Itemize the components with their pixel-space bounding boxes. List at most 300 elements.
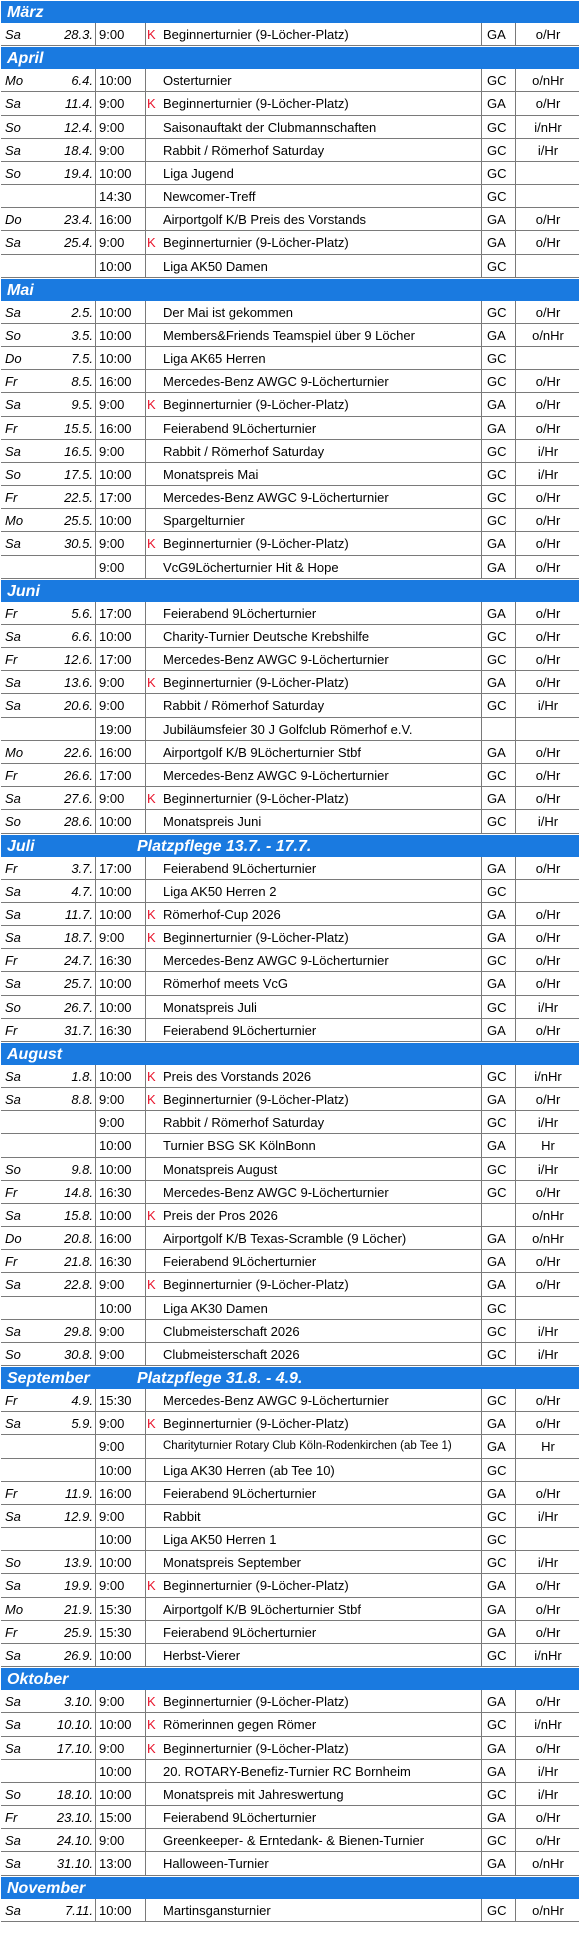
- event-time: 16:00: [99, 1485, 132, 1501]
- column-divider: [515, 139, 516, 161]
- event-club: GC: [487, 258, 507, 274]
- event-title: Beginnerturnier (9-Löcher-Platz): [163, 235, 349, 251]
- event-row: [1, 1482, 579, 1505]
- event-type: i/Hr: [537, 1555, 559, 1571]
- event-time: 9:00: [99, 1092, 125, 1108]
- event-title: Beginnerturnier (9-Löcher-Platz): [163, 96, 349, 112]
- month-header: [1, 1042, 579, 1065]
- column-divider: [481, 810, 482, 832]
- column-divider: [145, 1598, 146, 1620]
- column-divider: [145, 1528, 146, 1550]
- event-time: 9:00: [99, 1694, 125, 1710]
- event-date: 13.6.: [64, 675, 93, 691]
- column-divider: [515, 1204, 516, 1226]
- column-divider: [145, 625, 146, 647]
- column-divider: [145, 671, 146, 693]
- event-weekday: Sa: [5, 675, 21, 691]
- event-date: 12.6.: [64, 652, 93, 668]
- event-weekday: Sa: [5, 1856, 21, 1872]
- event-date: 22.8.: [64, 1277, 93, 1293]
- event-time: 9:00: [99, 930, 125, 946]
- column-divider: [515, 486, 516, 508]
- column-divider: [481, 1227, 482, 1249]
- event-time: 9:00: [99, 698, 125, 714]
- event-club: GC: [487, 1902, 507, 1918]
- event-weekday: Sa: [5, 1508, 21, 1524]
- event-date: 26.7.: [64, 999, 93, 1015]
- event-date: 8.8.: [71, 1092, 93, 1108]
- event-date: 19.9.: [64, 1578, 93, 1594]
- category-marker: K: [147, 906, 156, 922]
- event-type: o/Hr: [535, 1694, 561, 1710]
- event-time: 17:00: [99, 490, 132, 506]
- column-divider: [95, 532, 96, 554]
- column-divider: [95, 787, 96, 809]
- column-divider: [481, 1065, 482, 1087]
- event-club: GA: [487, 976, 506, 992]
- event-row: [1, 1737, 579, 1760]
- event-time: 10:00: [99, 258, 132, 274]
- event-club: GC: [487, 374, 507, 390]
- event-club: GC: [487, 1508, 507, 1524]
- column-divider: [515, 417, 516, 439]
- column-divider: [515, 1505, 516, 1527]
- event-date: 11.9.: [65, 1485, 93, 1501]
- event-time: 9:00: [99, 235, 125, 251]
- event-title: Rabbit / Römerhof Saturday: [163, 443, 325, 459]
- event-title: Beginnerturnier (9-Löcher-Platz): [163, 791, 349, 807]
- column-divider: [515, 69, 516, 91]
- event-type: i/nHr: [534, 1068, 562, 1084]
- event-title: Feierabend 9Löcherturnier: [163, 1624, 317, 1640]
- event-type: i/Hr: [537, 142, 559, 158]
- event-time: 10:00: [99, 976, 132, 992]
- event-club: GC: [487, 490, 507, 506]
- event-weekday: Sa: [5, 397, 21, 413]
- column-divider: [481, 1644, 482, 1666]
- column-divider: [481, 1158, 482, 1180]
- event-title: Preis der Pros 2026: [163, 1207, 278, 1223]
- event-title: Beginnerturnier (9-Löcher-Platz): [163, 675, 349, 691]
- column-divider: [145, 1227, 146, 1249]
- event-time: 19:00: [99, 721, 132, 737]
- event-club: GA: [487, 1439, 506, 1455]
- event-weekday: Sa: [5, 906, 21, 922]
- event-weekday: Sa: [5, 443, 21, 459]
- column-divider: [515, 324, 516, 346]
- event-time: 10:00: [99, 304, 132, 320]
- column-divider: [515, 1899, 516, 1921]
- event-weekday: Sa: [5, 976, 21, 992]
- event-type: o/Hr: [535, 953, 561, 969]
- event-type: o/Hr: [535, 860, 561, 876]
- event-title: Beginnerturnier (9-Löcher-Platz): [163, 1578, 349, 1594]
- event-weekday: Sa: [5, 791, 21, 807]
- month-header: [1, 1876, 579, 1899]
- column-divider: [481, 1343, 482, 1365]
- event-club: GA: [487, 559, 506, 575]
- column-divider: [515, 718, 516, 740]
- event-type: o/Hr: [535, 536, 561, 552]
- event-type: i/Hr: [537, 698, 559, 714]
- column-divider: [145, 949, 146, 971]
- event-date: 22.6.: [64, 744, 93, 760]
- event-type: o/Hr: [535, 767, 561, 783]
- event-date: 18.7.: [64, 930, 93, 946]
- column-divider: [145, 1019, 146, 1041]
- column-divider: [515, 1343, 516, 1365]
- column-divider: [95, 880, 96, 902]
- event-row: [1, 162, 579, 185]
- column-divider: [95, 556, 96, 578]
- column-divider: [145, 417, 146, 439]
- event-row: [1, 1297, 579, 1320]
- column-divider: [145, 556, 146, 578]
- event-club: GA: [487, 1740, 506, 1756]
- column-divider: [145, 926, 146, 948]
- column-divider: [145, 972, 146, 994]
- column-divider: [145, 486, 146, 508]
- event-row: [1, 417, 579, 440]
- column-divider: [145, 255, 146, 277]
- column-divider: [145, 1505, 146, 1527]
- column-divider: [145, 1760, 146, 1782]
- column-divider: [481, 972, 482, 994]
- event-row: [1, 926, 579, 949]
- event-type: o/Hr: [535, 1810, 561, 1826]
- event-weekday: Mo: [5, 744, 24, 760]
- column-divider: [95, 116, 96, 138]
- column-divider: [95, 347, 96, 369]
- event-date: 26.6.: [64, 767, 93, 783]
- event-club: GA: [487, 1092, 506, 1108]
- event-title: Clubmeisterschaft 2026: [163, 1323, 300, 1339]
- column-divider: [145, 880, 146, 902]
- column-divider: [481, 208, 482, 230]
- column-divider: [515, 463, 516, 485]
- column-divider: [515, 949, 516, 971]
- column-divider: [481, 1273, 482, 1295]
- event-date: 25.4.: [64, 235, 93, 251]
- event-row: [1, 370, 579, 393]
- column-divider: [95, 1690, 96, 1712]
- column-divider: [145, 532, 146, 554]
- event-time: 10:00: [99, 1763, 132, 1779]
- column-divider: [481, 370, 482, 392]
- event-row: [1, 532, 579, 555]
- event-calendar: [1, 0, 579, 1922]
- month-header: [1, 834, 579, 857]
- column-divider: [95, 741, 96, 763]
- column-divider: [145, 1713, 146, 1735]
- event-club: GC: [487, 1833, 507, 1849]
- event-type: o/nHr: [532, 73, 564, 89]
- event-type: o/Hr: [535, 1254, 561, 1270]
- column-divider: [515, 1713, 516, 1735]
- category-marker: K: [147, 1207, 156, 1223]
- column-divider: [145, 1412, 146, 1434]
- event-type: i/nHr: [534, 1648, 562, 1663]
- column-divider: [145, 1621, 146, 1643]
- column-divider: [481, 857, 482, 879]
- event-time: 10:00: [99, 1138, 132, 1154]
- event-row: [1, 1273, 579, 1296]
- event-type: i/Hr: [537, 814, 559, 830]
- event-club: GC: [487, 1717, 507, 1733]
- event-title: Clubmeisterschaft 2026: [163, 1346, 300, 1362]
- event-type: o/Hr: [535, 212, 561, 228]
- event-type: i/Hr: [537, 1508, 559, 1524]
- event-date: 18.4.: [64, 142, 93, 158]
- event-club: GC: [487, 814, 507, 830]
- event-type: o/Hr: [535, 1092, 561, 1108]
- event-row: [1, 1227, 579, 1250]
- column-divider: [481, 625, 482, 647]
- column-divider: [95, 255, 96, 277]
- event-weekday: Fr: [5, 420, 18, 436]
- event-title: Feierabend 9Löcherturnier: [163, 1810, 317, 1826]
- event-title: Mercedes-Benz AWGC 9-Löcherturnier: [163, 652, 389, 668]
- event-row: [1, 671, 579, 694]
- event-row: [1, 324, 579, 347]
- column-divider: [95, 1551, 96, 1573]
- event-title: Charityturnier Rotary Club Köln-Rodenkirchen (ab Tee 1): [163, 1440, 452, 1453]
- event-title: Beginnerturnier (9-Löcher-Platz): [163, 1092, 349, 1108]
- event-title: Martinsgansturnier: [163, 1902, 271, 1918]
- event-time: 17:00: [99, 860, 132, 876]
- column-divider: [95, 1158, 96, 1180]
- event-club: GA: [487, 1578, 506, 1594]
- event-row: [1, 486, 579, 509]
- column-divider: [145, 1551, 146, 1573]
- event-title: Monatspreis August: [163, 1161, 278, 1177]
- column-divider: [95, 1644, 96, 1666]
- category-marker: K: [147, 235, 156, 251]
- event-club: GC: [487, 165, 507, 181]
- event-club: GA: [487, 1810, 506, 1826]
- event-club: GC: [487, 119, 507, 135]
- column-divider: [481, 255, 482, 277]
- column-divider: [481, 440, 482, 462]
- column-divider: [481, 1737, 482, 1759]
- event-time: 10:00: [99, 1532, 132, 1548]
- event-row: [1, 255, 579, 278]
- column-divider: [95, 486, 96, 508]
- column-divider: [515, 370, 516, 392]
- column-divider: [515, 1435, 516, 1457]
- event-title: Feierabend 9Löcherturnier: [163, 860, 317, 876]
- column-divider: [515, 1158, 516, 1180]
- column-divider: [95, 810, 96, 832]
- event-title: Beginnerturnier (9-Löcher-Platz): [163, 27, 349, 42]
- column-divider: [515, 903, 516, 925]
- category-marker: K: [147, 930, 156, 946]
- event-row: [1, 1459, 579, 1482]
- column-divider: [145, 1134, 146, 1156]
- column-divider: [515, 764, 516, 786]
- event-date: 4.9.: [71, 1393, 93, 1409]
- event-club: GC: [487, 652, 507, 668]
- event-type: o/nHr: [532, 1856, 564, 1872]
- event-row: [1, 1852, 579, 1875]
- event-time: 16:00: [99, 420, 132, 436]
- event-title: Mercedes-Benz AWGC 9-Löcherturnier: [163, 1184, 389, 1200]
- event-date: 6.6.: [71, 628, 93, 644]
- event-type: o/Hr: [535, 976, 561, 992]
- column-divider: [481, 1482, 482, 1504]
- column-divider: [145, 347, 146, 369]
- event-row: [1, 1181, 579, 1204]
- column-divider: [145, 1829, 146, 1851]
- event-time: 9:00: [99, 1833, 125, 1849]
- event-title: Liga AK30 Damen: [163, 1300, 268, 1316]
- column-divider: [515, 625, 516, 647]
- column-divider: [481, 1574, 482, 1596]
- event-date: 28.6.: [64, 814, 93, 830]
- event-club: GC: [487, 1393, 507, 1409]
- event-time: 9:00: [99, 397, 125, 413]
- event-club: GA: [487, 791, 506, 807]
- column-divider: [481, 1783, 482, 1805]
- column-divider: [515, 231, 516, 253]
- column-divider: [515, 1250, 516, 1272]
- column-divider: [515, 1760, 516, 1782]
- event-title: Liga AK50 Herren 2: [163, 883, 277, 899]
- column-divider: [145, 741, 146, 763]
- event-row: [1, 1899, 579, 1922]
- event-type: o/Hr: [535, 235, 561, 251]
- event-date: 7.5.: [71, 351, 93, 367]
- column-divider: [95, 972, 96, 994]
- column-divider: [95, 602, 96, 624]
- column-divider: [481, 1389, 482, 1411]
- column-divider: [95, 1435, 96, 1457]
- event-time: 10:00: [99, 1300, 132, 1316]
- event-date: 15.8.: [64, 1207, 93, 1223]
- event-title: Beginnerturnier (9-Löcher-Platz): [163, 930, 349, 946]
- event-date: 3.10.: [64, 1694, 93, 1710]
- event-row: [1, 1598, 579, 1621]
- column-divider: [95, 301, 96, 323]
- category-marker: K: [147, 536, 156, 552]
- event-time: 9:00: [99, 96, 125, 112]
- column-divider: [515, 301, 516, 323]
- column-divider: [145, 440, 146, 462]
- event-date: 17.5.: [64, 466, 93, 482]
- column-divider: [145, 139, 146, 161]
- event-title: Beginnerturnier (9-Löcher-Platz): [163, 1277, 349, 1293]
- event-type: o/Hr: [535, 652, 561, 668]
- column-divider: [481, 602, 482, 624]
- column-divider: [515, 1852, 516, 1874]
- event-weekday: Fr: [5, 767, 18, 783]
- event-row: [1, 1250, 579, 1273]
- column-divider: [481, 1899, 482, 1921]
- event-type: o/nHr: [532, 1207, 564, 1223]
- event-time: 9:00: [99, 1439, 125, 1455]
- event-title: Mercedes-Benz AWGC 9-Löcherturnier: [163, 490, 389, 506]
- column-divider: [515, 1320, 516, 1342]
- event-type: o/Hr: [535, 744, 561, 760]
- event-club: GA: [487, 930, 506, 946]
- column-divider: [515, 1181, 516, 1203]
- event-type: o/Hr: [535, 1184, 561, 1200]
- column-divider: [481, 1459, 482, 1481]
- event-time: 10:00: [99, 351, 132, 367]
- event-time: 10:00: [99, 327, 132, 343]
- column-divider: [95, 1760, 96, 1782]
- event-title: 20. ROTARY-Benefiz-Turnier RC Bornheim: [163, 1763, 411, 1779]
- column-divider: [95, 23, 96, 45]
- column-divider: [95, 1806, 96, 1828]
- event-type: o/Hr: [535, 1277, 561, 1293]
- column-divider: [515, 1551, 516, 1573]
- event-row: [1, 787, 579, 810]
- event-date: 31.7.: [64, 1022, 93, 1038]
- event-date: 11.4.: [65, 96, 93, 112]
- event-time: 14:30: [99, 189, 132, 205]
- event-title: Rabbit: [163, 1508, 201, 1524]
- event-row: [1, 1621, 579, 1644]
- event-club: GC: [487, 1555, 507, 1571]
- event-club: GA: [487, 1254, 506, 1270]
- column-divider: [481, 1320, 482, 1342]
- event-title: Feierabend 9Löcherturnier: [163, 1254, 317, 1270]
- event-type: o/Hr: [535, 96, 561, 112]
- column-divider: [515, 1134, 516, 1156]
- event-weekday: So: [5, 165, 21, 181]
- column-divider: [95, 1273, 96, 1295]
- column-divider: [481, 69, 482, 91]
- event-row: [1, 1760, 579, 1783]
- event-date: 9.5.: [71, 397, 93, 413]
- event-weekday: Sa: [5, 1092, 21, 1108]
- column-divider: [145, 810, 146, 832]
- column-divider: [481, 139, 482, 161]
- column-divider: [481, 1204, 482, 1226]
- category-marker: K: [147, 1578, 156, 1594]
- column-divider: [145, 463, 146, 485]
- event-date: 3.5.: [71, 327, 93, 343]
- column-divider: [481, 532, 482, 554]
- column-divider: [95, 926, 96, 948]
- event-row: [1, 764, 579, 787]
- event-time: 10:00: [99, 1555, 132, 1571]
- event-club: GA: [487, 397, 506, 413]
- event-row: [1, 1134, 579, 1157]
- column-divider: [515, 162, 516, 184]
- event-club: GA: [487, 96, 506, 112]
- column-divider: [95, 1412, 96, 1434]
- event-type: o/Hr: [535, 930, 561, 946]
- column-divider: [95, 1134, 96, 1156]
- event-time: 15:00: [99, 1810, 132, 1826]
- event-weekday: Sa: [5, 1833, 21, 1849]
- event-club: GA: [487, 1624, 506, 1640]
- event-weekday: Fr: [5, 605, 18, 621]
- month-name: September: [7, 1370, 90, 1388]
- event-type: i/Hr: [537, 1161, 559, 1177]
- event-row: [1, 857, 579, 880]
- event-time: 10:00: [99, 1068, 132, 1084]
- event-date: 20.8.: [64, 1231, 93, 1247]
- column-divider: [95, 694, 96, 716]
- column-divider: [95, 463, 96, 485]
- column-divider: [145, 1343, 146, 1365]
- event-weekday: Sa: [5, 930, 21, 946]
- event-club: GC: [487, 1323, 507, 1339]
- column-divider: [515, 208, 516, 230]
